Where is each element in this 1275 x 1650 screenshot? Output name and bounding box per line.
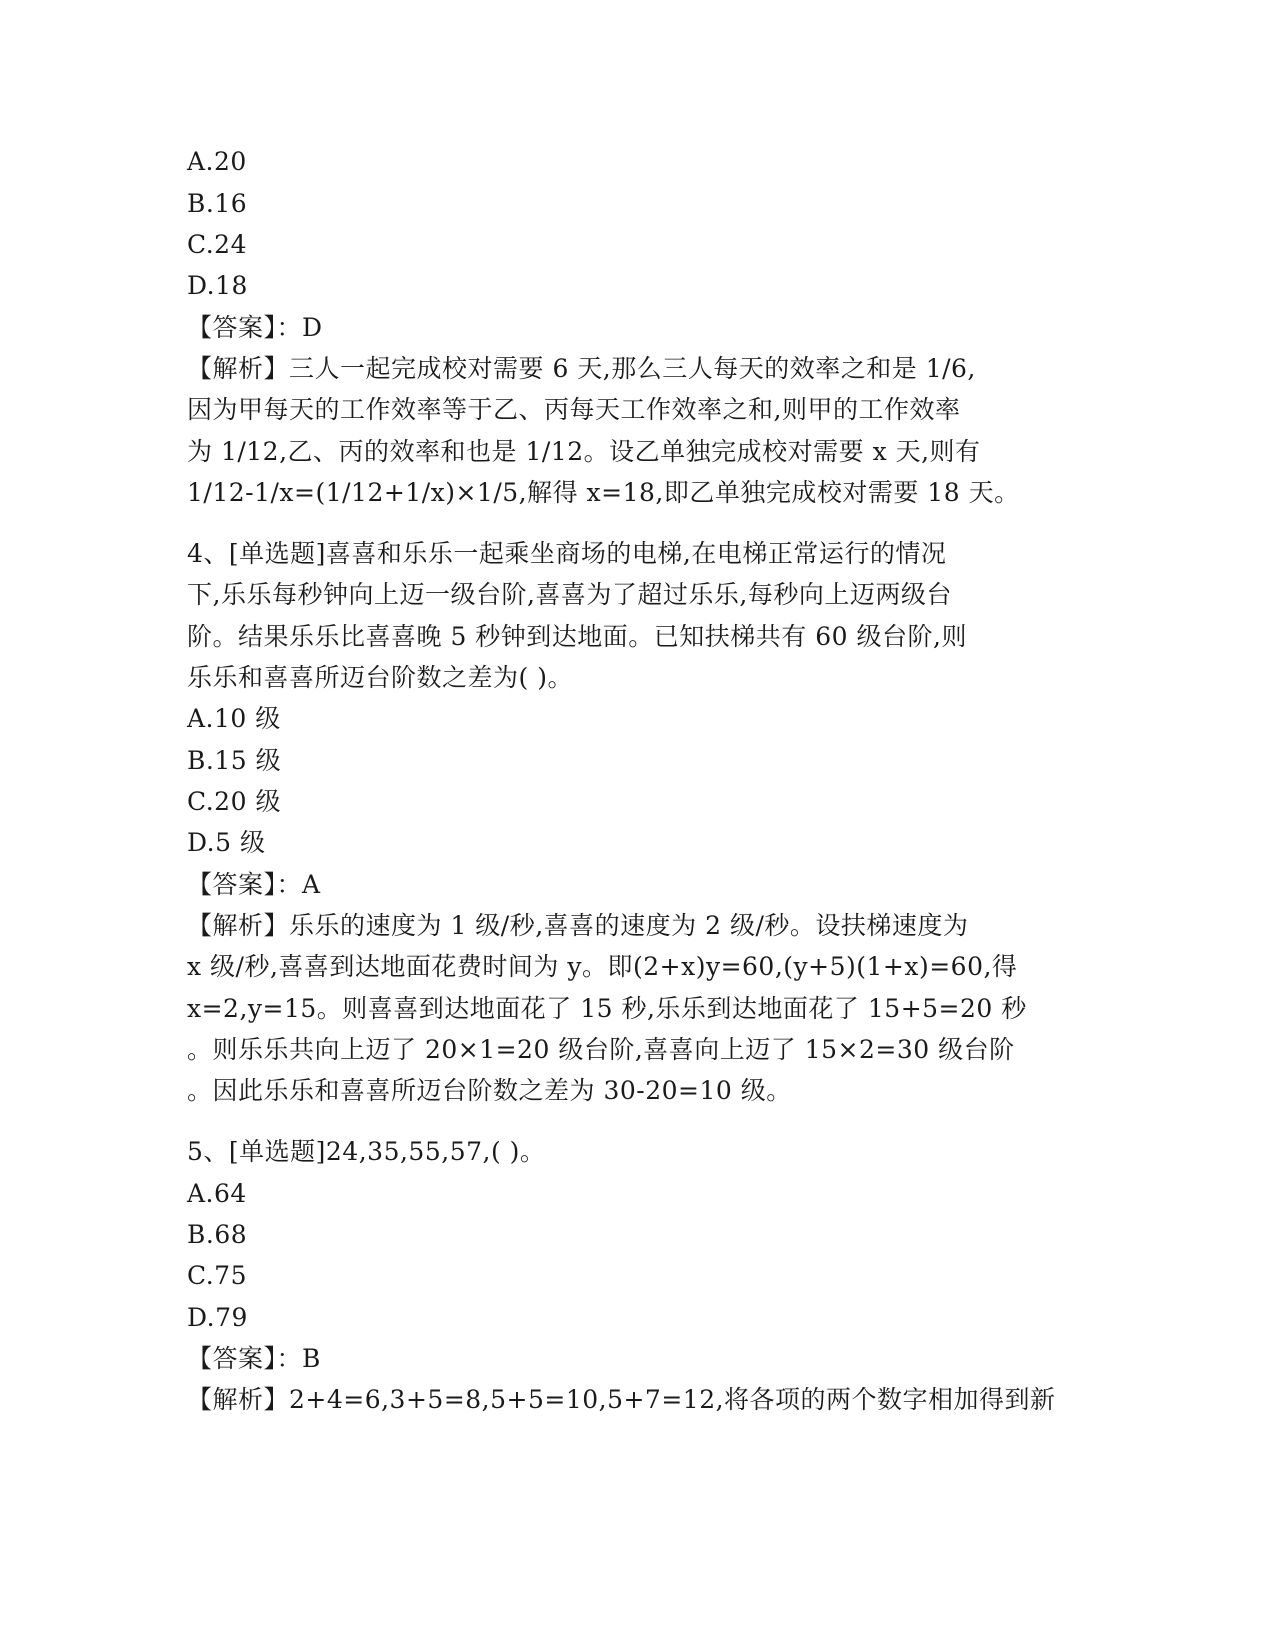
explanation-line: 。因此乐乐和喜喜所迈台阶数之差为 30-20=10 级。	[187, 1076, 792, 1105]
option-c: C.75	[187, 1261, 247, 1290]
explanation-line: 1/12-1/x=(1/12+1/x)×1/5,解得 x=18,即乙单独完成校对需要 18 天。	[187, 478, 1020, 507]
answer-line: 【答案】：B	[187, 1344, 321, 1373]
option-a: A.10 级	[187, 704, 281, 733]
explanation-line: 【解析】2+4=6,3+5=8,5+5=10,5+7=12,将各项的两个数字相加得到新	[187, 1385, 1056, 1414]
option-d: D.5 级	[187, 828, 266, 857]
explanation-line: 因为甲每天的工作效率等于乙、丙每天工作效率之和,则甲的工作效率	[187, 395, 961, 424]
option-a: A.20	[187, 147, 247, 176]
option-b: B.15 级	[187, 746, 282, 775]
explanation-line: 【解析】三人一起完成校对需要 6 天,那么三人每天的效率之和是 1/6,	[187, 354, 976, 383]
option-d: D.18	[187, 271, 248, 300]
question-text: 5、[单选题]24,35,55,57,( )。	[187, 1137, 546, 1166]
option-a: A.64	[187, 1179, 247, 1208]
explanation-line: 【解析】乐乐的速度为 1 级/秒,喜喜的速度为 2 级/秒。设扶梯速度为	[187, 911, 969, 940]
explanation-line: x=2,y=15。则喜喜到达地面花了 15 秒,乐乐到达地面花了 15+5=20 秒	[187, 994, 1027, 1023]
question-text: 4、[单选题]喜喜和乐乐一起乘坐商场的电梯,在电梯正常运行的情况	[187, 539, 947, 568]
explanation-line: 。则乐乐共向上迈了 20×1=20 级台阶,喜喜向上迈了 15×2=30 级台阶	[187, 1035, 1015, 1064]
explanation-line: x 级/秒,喜喜到达地面花费时间为 y。即(2+x)y=60,(y+5)(1+x)=60,得	[187, 952, 1018, 981]
option-b: B.16	[187, 189, 248, 218]
option-c: C.20 级	[187, 787, 281, 816]
question-text: 乐乐和喜喜所迈台阶数之差为( )。	[187, 663, 573, 692]
question-text: 阶。结果乐乐比喜喜晚 5 秒钟到达地面。已知扶梯共有 60 级台阶,则	[187, 622, 967, 651]
answer-line: 【答案】：A	[187, 870, 321, 899]
option-b: B.68	[187, 1220, 248, 1249]
question-text: 下,乐乐每秒钟向上迈一级台阶,喜喜为了超过乐乐,每秒向上迈两级台	[187, 580, 952, 609]
explanation-line: 为 1/12,乙、丙的效率和也是 1/12。设乙单独完成校对需要 x 天,则有	[187, 437, 981, 466]
answer-line: 【答案】：D	[187, 313, 323, 342]
option-c: C.24	[187, 230, 247, 259]
option-d: D.79	[187, 1303, 248, 1332]
